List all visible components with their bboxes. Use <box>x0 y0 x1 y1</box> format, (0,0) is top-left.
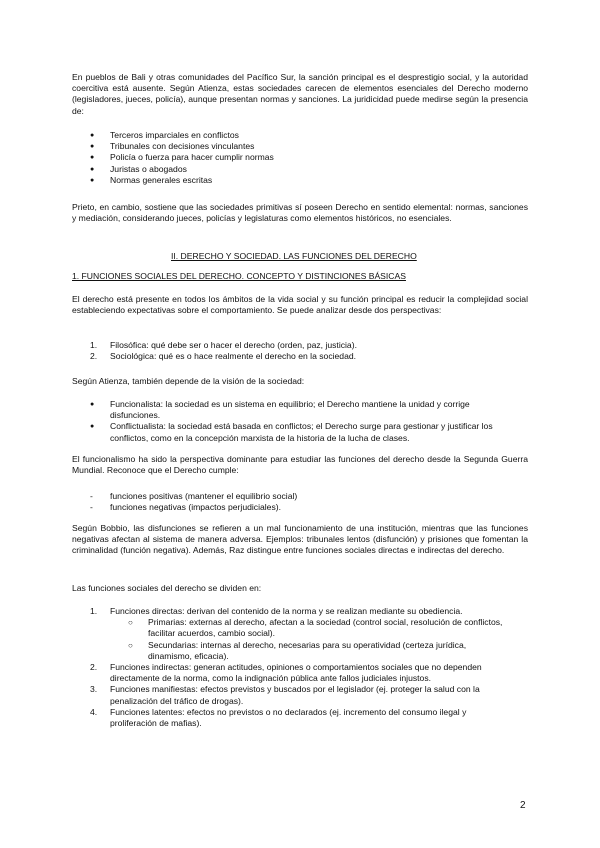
page-number: 2 <box>520 800 526 811</box>
division-intro: Las funciones sociales del derecho se dividen en: <box>72 583 262 593</box>
society-visions-list <box>90 399 510 444</box>
list-item: ● Terceros imparciales en conflictos <box>90 130 510 141</box>
list-item <box>90 606 510 662</box>
list-item <box>90 707 510 729</box>
list-item <box>90 351 510 362</box>
list-item: ● Conflictualista: la sociedad está basada en conflictos; el Derecho surge para gestionar y justificar los conflictos, como en la concepción marxista de la historia de la lucha de clases. <box>90 421 510 443</box>
juridicity-criteria-list <box>90 130 510 186</box>
intro-paragraph: En pueblos de Bali y otras comunidades del Pacífico Sur, la sanción principal es el desprestigio social, y la autoridad coercitiva está ausente. Según Atienza, estas sociedades carecen de elementos esenciales del Derecho moderno (legisladores, jueces, policía), aunque presentan normas y sanciones. La juridicidad puede medirse según la presencia de: <box>72 72 528 116</box>
list-item <box>90 662 510 684</box>
law-function-paragraph: El derecho está presente en todos los ámbitos de la vida social y su función principal es reducir la complejidad social estableciendo expectativas sobre el comportamiento. Se puede analizar desde dos perspectivas: <box>72 294 528 316</box>
item-text: Funciones latentes: efectos no previstos o no declarados (ej. incremento del consumo ilegal y proliferación de mafias). <box>110 706 467 729</box>
item-text: Sociológica: qué es o hace realmente el derecho en la sociedad. <box>110 351 357 362</box>
subsection-title: 1. FUNCIONES SOCIALES DEL DERECHO. CONCEPTO Y DISTINCIONES BÁSICAS <box>72 271 406 281</box>
list-item: - funciones positivas (mantener el equilibrio social) <box>90 491 510 502</box>
direct-functions-sublist <box>110 617 510 662</box>
list-item: ○ Primarias: externas al derecho, afectan a la sociedad (control social, resolución de conflictos, facilitar acuerdos, cambio social). <box>128 617 510 639</box>
list-item: ● Juristas o abogados <box>90 164 510 175</box>
list-item: - funciones negativas (impactos perjudiciales). <box>90 502 510 513</box>
perspectives-list <box>90 340 510 362</box>
functionalism-paragraph: El funcionalismo ha sido la perspectiva dominante para estudiar las funciones del derecho desde la Segunda Guerra Mundial. Reconoce que el Derecho cumple: <box>72 454 528 476</box>
prieto-paragraph: Prieto, en cambio, sostiene que las sociedades primitivas sí poseen Derecho en sentido elemental: normas, sanciones y mediación, considerando jueces, policías y legislaturas como elementos históricos, no esenciales. <box>72 202 528 224</box>
atienza-paragraph: Según Atienza, también depende de la visión de la sociedad: <box>72 376 305 386</box>
bobbio-paragraph: Según Bobbio, las disfunciones se refieren a un mal funcionamiento de una institución, mientras que las funciones negativas afectan al sistema de manera adversa. Ejemplos: tribunales lentos (disfunción) y prisiones que fomentan la criminalidad (función negativa). Además, Raz distingue entre funciones sociales directas e indirectas del derecho. <box>72 523 528 556</box>
social-functions-list <box>90 606 510 729</box>
item-number: 3. <box>90 684 98 695</box>
item-text: Funciones indirectas: generan actitudes, opiniones o comportamientos sociales que no dependen directamente de la norma, como la indignación pública ante fallos judiciales injustos. <box>110 662 482 684</box>
item-number: 2. <box>90 351 98 362</box>
positive-negative-list <box>90 491 510 513</box>
item-number: 2. <box>90 662 98 673</box>
item-text: Funciones directas: derivan del contenido de la norma y se realizan mediante su obediencia. <box>110 606 463 616</box>
list-item <box>90 684 510 706</box>
list-item: ● Tribunales con decisiones vinculantes <box>90 141 510 152</box>
item-text: Funciones manifiestas: efectos previstos y buscados por el legislador (ej. proteger la salud con la penalización del tráfico de drogas). <box>110 684 480 706</box>
list-item: ● Normas generales escritas <box>90 175 510 186</box>
list-item: ● Policía o fuerza para hacer cumplir normas <box>90 152 510 163</box>
item-text: Filosófica: qué debe ser o hacer el derecho (orden, paz, justicia). <box>110 340 357 350</box>
item-number: 1. <box>90 606 98 616</box>
list-item: ● Funcionalista: la sociedad es un sistema en equilibrio; el Derecho mantiene la unidad y corrige disfunciones. <box>90 399 510 421</box>
item-number: 4. <box>90 706 98 717</box>
section-title: II. DERECHO Y SOCIEDAD. LAS FUNCIONES DEL DERECHO <box>171 251 417 261</box>
item-number: 1. <box>90 340 98 350</box>
list-item <box>90 340 510 351</box>
list-item: ○ Secundarias: internas al derecho, necesarias para su operatividad (certeza jurídica, dinamismo, eficacia). <box>128 640 510 662</box>
